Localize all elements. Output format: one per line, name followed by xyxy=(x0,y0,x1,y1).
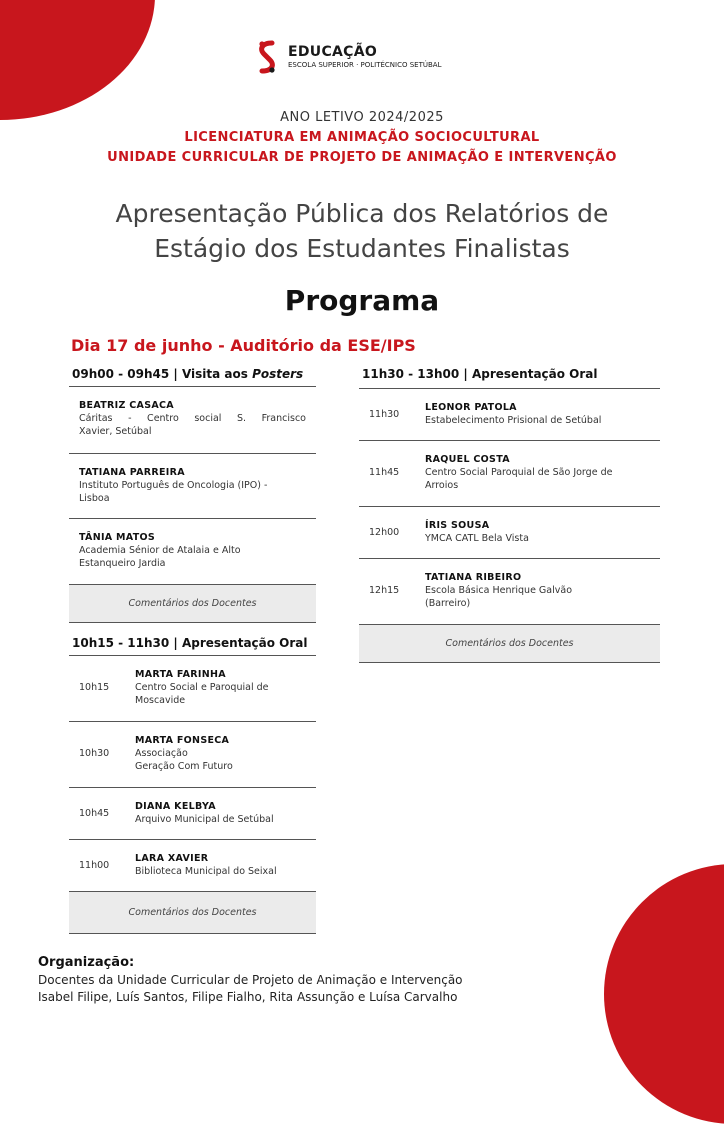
poster-entry xyxy=(69,519,316,585)
event-title-line-1: Apresentação Pública dos Relatórios de xyxy=(115,199,609,228)
session-heading-posters: 09h00 - 09h45 | Visita aos Posters xyxy=(69,366,316,387)
logo-subtitle: ESCOLA SUPERIOR · POLITÉCNICO SETÚBAL xyxy=(288,61,442,69)
curricular-unit-title: UNIDADE CURRICULAR DE PROJETO DE ANIMAÇÃO E INTERVENÇÃO xyxy=(107,150,617,165)
presentation-time: 10h45 xyxy=(79,808,110,819)
student-name: MARTA FONSECA xyxy=(135,735,230,746)
internship-place: YMCA CATL Bela Vista xyxy=(425,533,529,544)
internship-place: Arquivo Municipal de Setúbal xyxy=(135,814,274,825)
schedule-column-left xyxy=(69,366,316,934)
presentation-entry xyxy=(69,840,316,892)
event-day-location: Dia 17 de junho - Auditório da ESE/IPS xyxy=(71,336,416,355)
internship-place: Centro Social Paroquial de São Jorge de xyxy=(425,467,613,478)
internship-place: Estanqueiro Jardia xyxy=(79,558,166,569)
presentation-entry xyxy=(359,559,660,625)
degree-title: LICENCIATURA EM ANIMAÇÃO SOCIOCULTURAL xyxy=(184,130,540,145)
internship-place: Academia Sénior de Atalaia e Alto xyxy=(79,545,241,556)
internship-place: Estabelecimento Prisional de Setúbal xyxy=(425,415,602,426)
student-name: TATIANA RIBEIRO xyxy=(425,572,522,583)
ese-logo-icon xyxy=(256,40,278,74)
presentation-time: 12h00 xyxy=(369,527,400,538)
internship-place: Associação xyxy=(135,748,188,759)
organization-line-1: Docentes da Unidade Curricular de Projeto de Animação e Intervenção xyxy=(38,973,463,987)
presentation-entry xyxy=(69,722,316,788)
logo xyxy=(256,40,442,74)
student-name: LEONOR PATOLA xyxy=(425,402,517,413)
student-name: TATIANA PARREIRA xyxy=(79,467,185,478)
presentation-time: 12h15 xyxy=(369,585,400,596)
student-name: BEATRIZ CASACA xyxy=(79,400,174,411)
decorative-circle-bottom-right xyxy=(604,864,724,1124)
internship-place: Geração Com Futuro xyxy=(135,761,233,772)
internship-place: Centro Social e Paroquial de xyxy=(135,682,269,693)
presentation-entry xyxy=(359,389,660,441)
presentation-entry xyxy=(69,788,316,840)
internship-place: Lisboa xyxy=(79,493,110,504)
student-name: RAQUEL COSTA xyxy=(425,454,510,465)
presentation-time: 11h45 xyxy=(369,467,400,478)
poster-entry xyxy=(69,454,316,519)
session-heading-oral-2: 11h30 - 13h00 | Apresentação Oral xyxy=(359,366,660,389)
program-heading: Programa xyxy=(284,284,440,317)
poster-entry xyxy=(69,387,316,454)
academic-year: ANO LETIVO 2024/2025 xyxy=(280,110,444,125)
event-title-line-2: Estágio dos Estudantes Finalistas xyxy=(154,234,570,263)
internship-place: Moscavide xyxy=(135,695,186,706)
internship-place: Cáritas - Centro social S. Francisco xyxy=(79,413,306,424)
teacher-comments: Comentários dos Docentes xyxy=(69,892,316,934)
presentation-time: 11h30 xyxy=(369,409,400,420)
session-heading-oral-1: 10h15 - 11h30 | Apresentação Oral xyxy=(69,635,316,656)
presentation-entry xyxy=(359,441,660,507)
internship-place: Biblioteca Municipal do Seixal xyxy=(135,866,277,877)
presentation-entry xyxy=(359,507,660,559)
presentation-entry xyxy=(69,656,316,722)
logo-title: EDUCAÇÃO xyxy=(288,44,378,60)
teacher-comments: Comentários dos Docentes xyxy=(69,585,316,623)
presentation-time: 10h15 xyxy=(79,682,110,693)
schedule-column-right xyxy=(359,366,660,663)
student-name: ÍRIS SOUSA xyxy=(425,520,490,531)
student-name: MARTA FARINHA xyxy=(135,669,226,680)
student-name: DIANA KELBYA xyxy=(135,801,216,812)
organization-line-2: Isabel Filipe, Luís Santos, Filipe Fialho, Rita Assunção e Luísa Carvalho xyxy=(38,990,458,1004)
presentation-time: 11h00 xyxy=(79,860,110,871)
student-name: LARA XAVIER xyxy=(135,853,209,864)
decorative-circle-top-left xyxy=(0,0,155,120)
event-title xyxy=(0,196,724,266)
internship-place: (Barreiro) xyxy=(425,598,471,609)
internship-place: Instituto Português de Oncologia (IPO) - xyxy=(79,480,268,491)
organization-title: Organização: xyxy=(38,955,135,970)
internship-place: Xavier, Setúbal xyxy=(79,426,152,437)
student-name: TÂNIA MATOS xyxy=(79,532,156,543)
internship-place: Arroios xyxy=(425,480,459,491)
organization-block xyxy=(38,954,463,1006)
teacher-comments: Comentários dos Docentes xyxy=(359,625,660,663)
internship-place: Escola Básica Henrique Galvão xyxy=(425,585,573,596)
presentation-time: 10h30 xyxy=(79,748,110,759)
